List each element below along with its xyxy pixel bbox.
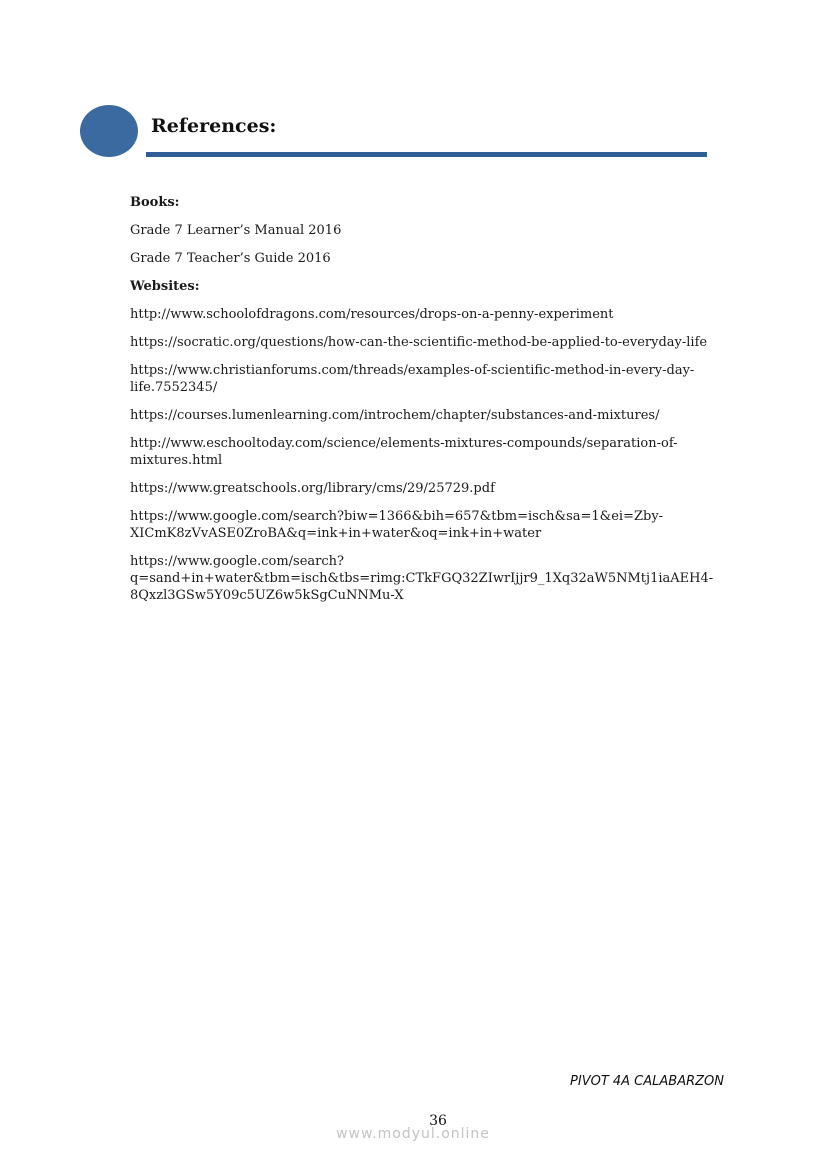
- references-content: [130, 194, 730, 615]
- page-number: 36: [429, 1113, 447, 1129]
- website-link-1[interactable]: http://www.schoolofdragons.com/resources/drops-on-a-penny-experiment: [130, 307, 614, 322]
- website-link-4[interactable]: https://courses.lumenlearning.com/introchem/chapter/substances-and-mixtures/: [130, 408, 660, 423]
- website-link-8[interactable]: https://www.google.com/search?q=sand+in+water&tbm=isch&tbs=rimg:CTkFGQ32ZIwrIjjr9_1Xq32aW5NMtj1iaAEH4-8Qxzl3GSw5Y09c5UZ6w5kSgCuNNMu-X: [130, 554, 714, 603]
- book-item-1: Grade 7 Learner’s Manual 2016: [130, 223, 342, 238]
- footer-organization: PIVOT 4A CALABARZON: [570, 1074, 724, 1089]
- books-label: Books:: [130, 195, 180, 210]
- header-circle-decoration: [80, 105, 138, 157]
- page-title: References:: [151, 115, 277, 137]
- website-link-7[interactable]: https://www.google.com/search?biw=1366&bih=657&tbm=isch&sa=1&ei=Zby-XICmK8zVvASE0ZroBA&q=ink+in+water&oq=ink+in+water: [130, 509, 664, 541]
- header-rule: [146, 152, 707, 157]
- websites-label: Websites:: [130, 279, 200, 294]
- website-link-3[interactable]: https://www.christianforums.com/threads/examples-of-scientific-method-in-every-day-life.7552345/: [130, 363, 695, 395]
- website-link-6[interactable]: https://www.greatschools.org/library/cms/29/25729.pdf: [130, 481, 495, 496]
- website-link-5[interactable]: http://www.eschooltoday.com/science/elements-mixtures-compounds/separation-of-mixtures.html: [130, 436, 678, 468]
- website-link-2[interactable]: https://socratic.org/questions/how-can-the-scientific-method-be-applied-to-everyday-life: [130, 335, 708, 350]
- book-item-2: Grade 7 Teacher’s Guide 2016: [130, 251, 331, 266]
- watermark-text: www.modyul.online: [336, 1126, 490, 1142]
